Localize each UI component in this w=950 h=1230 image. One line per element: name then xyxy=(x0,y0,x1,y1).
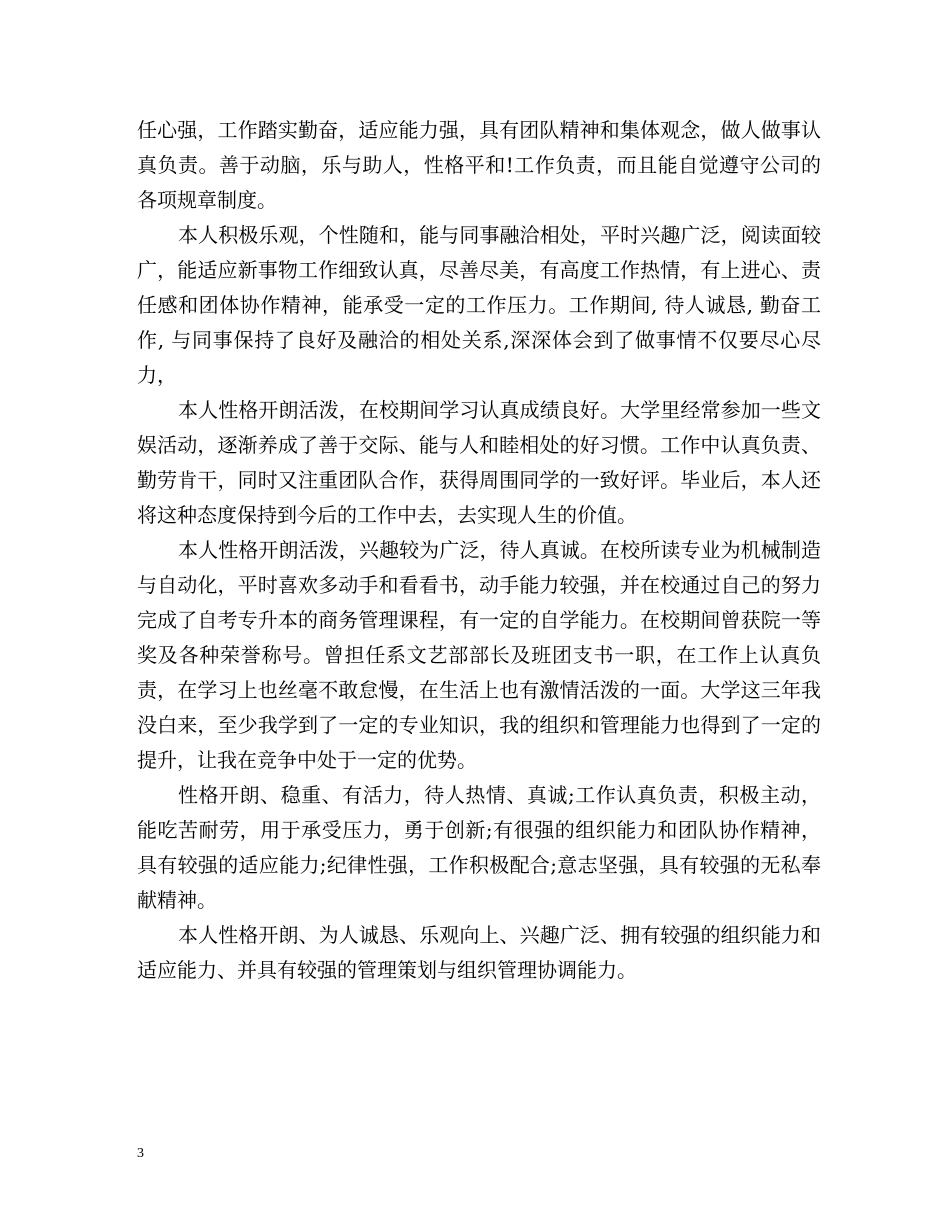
paragraph-3: 本人性格开朗活泼，在校期间学习认真成绩良好。大学里经常参加一些文娱活动，逐渐养成了善于交际、能与人和睦相处的好习惯。工作中认真负责、勤劳肯干，同时又注重团队合作，获得周围同学的一致好评。毕业后，本人还将这种态度保持到今后的工作中去，去实现人生的价值。 xyxy=(137,398,821,527)
paragraph-6: 本人性格开朗、为人诚恳、乐观向上、兴趣广泛、拥有较强的组织能力和适应能力、并具有较强的管理策划与组织管理协调能力。 xyxy=(137,923,821,982)
page-number: 3 xyxy=(137,1146,144,1161)
document-body xyxy=(137,113,821,988)
paragraph-5: 性格开朗、稳重、有活力，待人热情、真诚;工作认真负责，积极主动，能吃苦耐劳，用于承受压力，勇于创新;有很强的组织能力和团队协作精神，具有较强的适应能力;纪律性强，工作积极配合;意志坚强，具有较强的无私奉献精神。 xyxy=(137,783,821,912)
paragraph-2: 本人积极乐观，个性随和，能与同事融洽相处，平时兴趣广泛，阅读面较广，能适应新事物工作细致认真，尽善尽美，有高度工作热情，有上进心、责任感和团体协作精神，能承受一定的工作压力。工作期间, 待人诚恳, 勤奋工作, 与同事保持了良好及融洽的相处关系,深深体会到了做事情不仅要尽心尽力， xyxy=(137,223,821,387)
paragraph-4: 本人性格开朗活泼，兴趣较为广泛，待人真诚。在校所读专业为机械制造与自动化，平时喜欢多动手和看看书，动手能力较强，并在校通过自己的努力完成了自考专升本的商务管理课程，有一定的自学能力。在校期间曾获院一等奖及各种荣誉称号。曾担任系文艺部部长及班团支书一职，在工作上认真负责，在学习上也丝毫不敢怠慢，在生活上也有激情活泼的一面。大学这三年我没白来，至少我学到了一定的专业知识，我的组织和管理能力也得到了一定的提升，让我在竞争中处于一定的优势。 xyxy=(137,538,821,772)
paragraph-1: 任心强，工作踏实勤奋，适应能力强，具有团队精神和集体观念，做人做事认真负责。善于动脑，乐与助人，性格平和!工作负责，而且能自觉遵守公司的各项规章制度。 xyxy=(137,118,821,212)
